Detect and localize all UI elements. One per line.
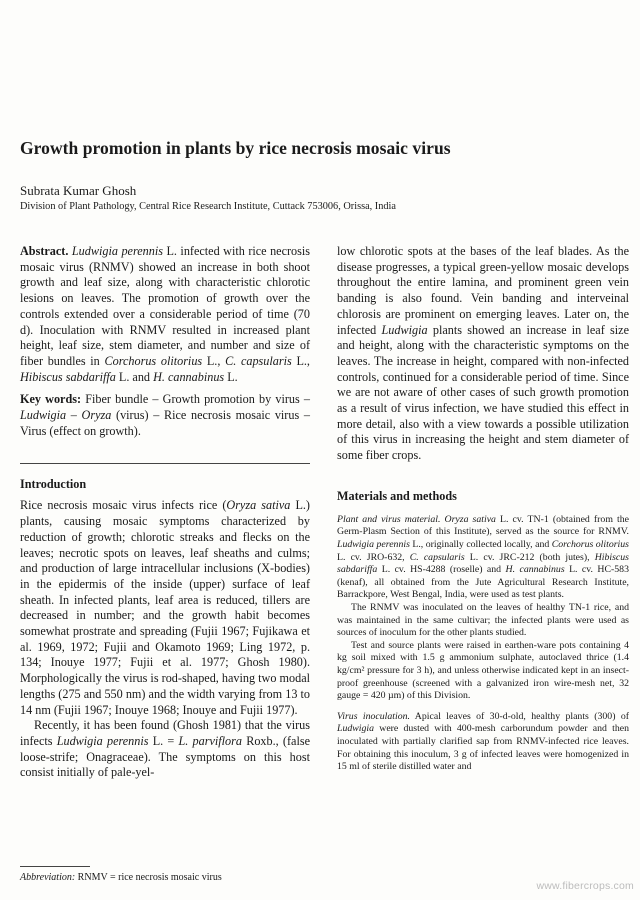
- introduction-paragraph-2: [20, 718, 310, 781]
- left-column: [20, 244, 310, 781]
- text-run: –: [66, 408, 82, 423]
- text-run: L.,: [291, 353, 310, 368]
- text-run: L. =: [148, 733, 179, 748]
- text-run: Ludwigia perennis: [337, 539, 410, 551]
- text-run: L.: [224, 369, 238, 384]
- virus-inoculation-label: Virus inoculation.: [337, 710, 410, 722]
- text-run: Roxb., (false loose-strife; Onagraceae). The symptoms on this host consist initially of pale-yel-: [20, 733, 310, 780]
- introduction-paragraph-1: [20, 498, 310, 718]
- text-run: Hibiscus sabdariffa: [20, 369, 116, 384]
- abbreviation-footnote: [20, 866, 320, 883]
- text-run: Corchorus olitorius: [551, 539, 629, 551]
- text-run: Ludwigia: [337, 723, 375, 735]
- author-affiliation: Division of Plant Pathology, Central Rice Research Institute, Cuttack 753006, Orissa, India: [20, 201, 396, 212]
- text-run: Apical leaves of 30-d-old, healthy plants (300) of: [409, 710, 629, 722]
- materials-paragraph-2: The RNMV was inoculated on the leaves of healthy TN-1 rice, and was maintained in the same cultivar; the infected plants were used as sources of inoculum for the other plants studied.: [337, 602, 629, 639]
- text-run: Oryza sativa: [444, 513, 496, 525]
- watermark: www.fibercrops.com: [536, 880, 634, 892]
- text-run: Oryza sativa: [226, 498, 291, 513]
- materials-paragraph-1-body: [337, 514, 629, 601]
- text-run: L. cv. TN-1 (obtained from the Germ-Plasm Section of this Institute), served as the source for RNMV.: [337, 513, 629, 538]
- text-run: L. cv. HS-4288 (roselle) and: [377, 564, 506, 576]
- text-run: L. cv. JRC-212 (both jutes),: [464, 551, 595, 563]
- right-column: [337, 244, 629, 774]
- text-run: Recently, it has been found (Ghosh 1981) that the virus infects: [20, 718, 310, 748]
- materials-paragraph-1: [337, 514, 629, 602]
- text-run: Fiber bundle – Growth promotion by virus –: [85, 392, 310, 407]
- text-run: Ludwigia: [20, 408, 67, 423]
- abbreviation-label: Abbreviation:: [20, 872, 76, 883]
- text-run: L.) plants, causing mosaic symptoms characterized by reduction of growth; chlorotic streaks and flecks on the leaves; necrotic spots on leaves, leaf sheaths and culms; and production of large intracellular inclusions (X-bodies) in the epidermis of the inside (upper) surface of leaf sheath. In infected plants, leaf area is reduced, tillers are decreased in number; and the growth habit becomes somewhat prostrate and spreading (Fujii 1967; Fujikawa et al. 1969, 1972; Fujii and Okamoto 1969; Ling 1972, p. 134; Inouye 1977; Fujii et al. 1977; Ghosh 1980). Morphologically the virus is rod-shaped, having two modal lengths (275 and 550 nm) and the width varying from 13 to 14 nm (Fujii 1967; Inouye 1968; Inouye and Fujii 1977).: [20, 498, 310, 717]
- abstract: [20, 244, 310, 385]
- materials-paragraph-3: Test and source plants were raised in earthen-ware pots containing 4 kg soil mixed with 1.5 g ammonium sulphate, autoclaved thrice (1.4 kg/cm² pressure for 3 h), and unless otherwise indicated kept in an insect-proof greenhouse (screened with a galvanized iron wire-mesh net, 32 gauge = 420 µm) of this Division.: [337, 639, 629, 702]
- abbreviation-text: RNMV = rice necrosis mosaic virus: [77, 872, 222, 883]
- text-run: Rice necrosis mosaic virus infects rice (: [20, 498, 227, 513]
- keywords: [20, 392, 310, 439]
- text-run: H. cannabinus: [505, 564, 565, 576]
- text-run: C. capsularis: [225, 353, 292, 368]
- text-run: L. parviflora: [178, 733, 242, 748]
- materials-paragraph-4: [337, 711, 629, 774]
- materials-heading: Materials and methods: [337, 488, 457, 503]
- text-run: Ludwigia perennis: [56, 733, 149, 748]
- text-run: Hibiscus sabdariffa: [337, 551, 629, 576]
- text-run: Ludwigia: [381, 322, 428, 337]
- text-run: low chlorotic spots at the bases of the leaf blades. As the disease progresses, a typical green-yellow mosaic develops throughout the entire lamina, and prominent green vein banding is also found. Vein banding and interveinal chlorosis are prominent on emerging leaves. Later on, the infected: [337, 244, 629, 337]
- text-run: L.,: [202, 353, 226, 368]
- text-run: L. cv. JRO-632,: [337, 551, 410, 563]
- author-name: Subrata Kumar Ghosh: [20, 183, 137, 198]
- text-run: Corchorus olitorius: [104, 353, 203, 368]
- text-run: C. capsularis: [409, 551, 465, 563]
- text-run: Oryza: [81, 408, 112, 423]
- keywords-label: Key words:: [20, 392, 82, 407]
- text-run: plants showed an increase in leaf size and height, along with the characteristic symptoms on the leaves. The increase in height, compared with non-infected controls, continued for a considerable period of time. Since we are not aware of other cases of such growth promotion as a result of virus infection, we have studied this effect in more detail, also with a view towards a possible utilization of this virus in increasing the height and stem diameter of some fiber crops.: [337, 322, 629, 463]
- text-run: (virus) – Rice necrosis mosaic virus – Virus (effect on growth).: [20, 408, 310, 438]
- text-run: H. cannabinus: [153, 369, 225, 384]
- right-paragraph-1: [337, 244, 629, 464]
- text-run: L. cv. HC-583 (kenaf), all obtained from the Jute Agricultural Research Institute, Barrackpore, West Bengal, India, were used as test plants.: [337, 564, 629, 601]
- text-run: L. and: [115, 369, 154, 384]
- footnote-rule: [20, 866, 90, 867]
- text-run: Ludwigia perennis: [71, 244, 163, 258]
- abstract-label: Abstract.: [20, 244, 69, 258]
- text-run: L. infected with rice necrosis mosaic virus (RNMV) showed an increase in both shoot growth and leaf size, along with characteristic chlorotic lesions on leaves. The promotion of growth over the controls extended over a considerable period of time (70 d). Inoculation with RNMV resulted in increased plant height, leaf size, stem diameter, and number and size of fiber bundles in: [20, 244, 311, 368]
- text-run: L., originally collected locally, and: [409, 539, 552, 551]
- introduction-heading: Introduction: [20, 477, 87, 492]
- text-run: were dusted with 400-mesh carborundum powder and then inoculated with partially clarified sap from RNMV-infected rice leaves. For obtaining this inoculum, 3 g of infected leaves were homogenized in 15 ml of sterile distilled water and: [337, 723, 629, 773]
- abstract-body: [20, 244, 310, 384]
- plant-virus-label: Plant and virus material.: [337, 513, 441, 525]
- page-title: Growth promotion in plants by rice necrosis mosaic virus: [20, 138, 451, 158]
